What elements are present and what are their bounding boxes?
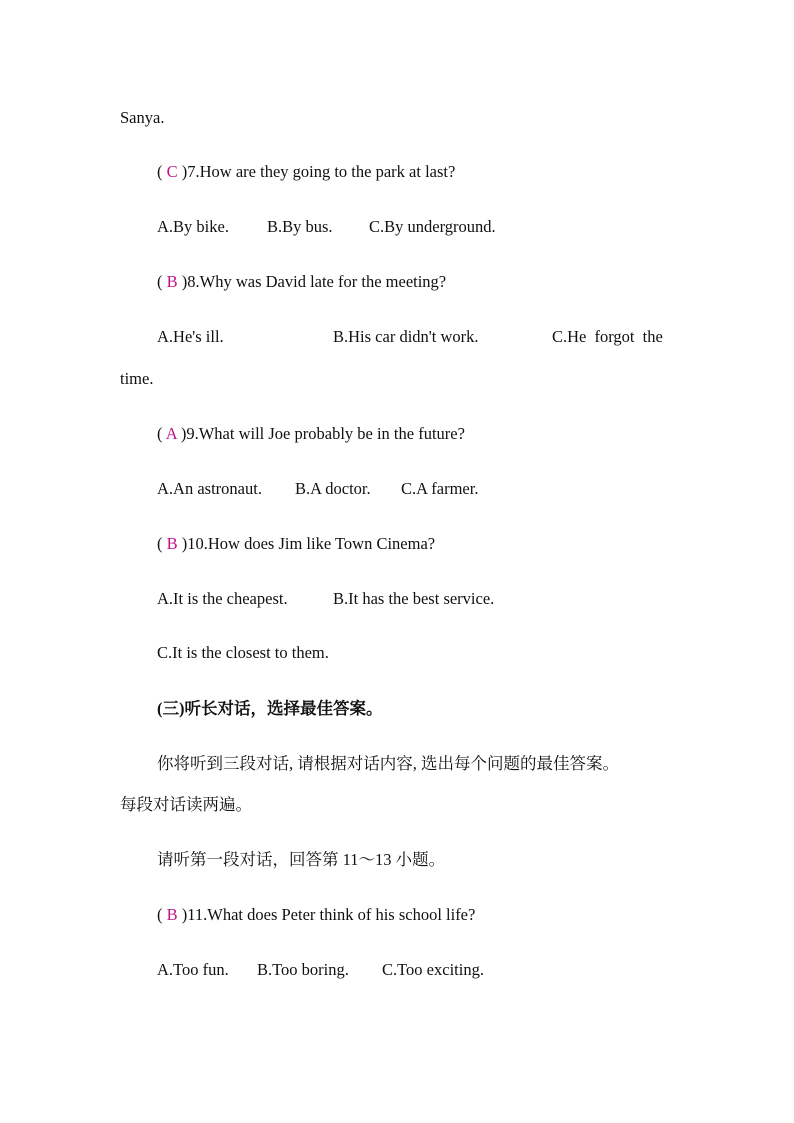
options-11 — [157, 959, 484, 981]
option-c: C.By underground. — [369, 217, 496, 236]
options-9 — [157, 478, 479, 500]
option-b: B.By bus. — [267, 217, 333, 236]
instruction-3: 请听第一段对话，回答第 11～13 小题。 — [157, 850, 446, 869]
answer-10: B — [166, 534, 178, 553]
option-a: A.He's ill. — [157, 327, 224, 346]
option-a: A.An astronaut. — [157, 479, 262, 498]
option-b: B.His car didn't work. — [333, 327, 479, 346]
option-b: B.It has the best service. — [333, 589, 495, 608]
paren-open: ( — [157, 272, 167, 291]
option-b: B.Too boring. — [257, 960, 349, 979]
question-10-text: )10.How does Jim like Town Cinema? — [177, 534, 436, 553]
option-c: C.A farmer. — [401, 479, 479, 498]
question-8 — [157, 271, 446, 293]
question-9 — [157, 423, 465, 445]
paren-open: ( — [157, 534, 167, 553]
question-7 — [157, 161, 455, 183]
question-8-text: )8.Why was David late for the meeting? — [177, 272, 447, 291]
option-b: B.A doctor. — [295, 479, 371, 498]
option-c-continued: time. — [120, 369, 154, 388]
option-a: A.It is the cheapest. — [157, 589, 288, 608]
line-sanya: Sanya. — [120, 108, 165, 127]
options-7 — [157, 216, 496, 238]
question-11-text: )11.What does Peter think of his school life? — [177, 905, 476, 924]
options-10 — [157, 588, 495, 610]
paren-open: ( — [157, 424, 166, 443]
section-heading: (三)听长对话，选择最佳答案。 — [157, 699, 383, 718]
instruction-2: 每段对话读两遍。 — [120, 795, 252, 814]
answer-9: A — [165, 424, 177, 443]
option-c: C.It is the closest to them. — [157, 643, 329, 662]
option-a: A.By bike. — [157, 217, 229, 236]
question-7-text: )7.How are they going to the park at last? — [177, 162, 456, 181]
instruction-1: 你将听到三段对话, 请根据对话内容, 选出每个问题的最佳答案。 — [157, 754, 619, 773]
options-8 — [157, 326, 677, 348]
paren-open: ( — [157, 905, 167, 924]
question-9-text: )9.What will Joe probably be in the future? — [176, 424, 465, 443]
answer-11: B — [166, 905, 178, 924]
option-c: C.Too exciting. — [382, 960, 484, 979]
option-c: C.He forgot the — [552, 327, 663, 346]
option-a: A.Too fun. — [157, 960, 229, 979]
answer-8: B — [166, 272, 178, 291]
question-10 — [157, 533, 435, 555]
paren-open: ( — [157, 162, 167, 181]
answer-7: C — [166, 162, 178, 181]
question-11 — [157, 904, 475, 926]
